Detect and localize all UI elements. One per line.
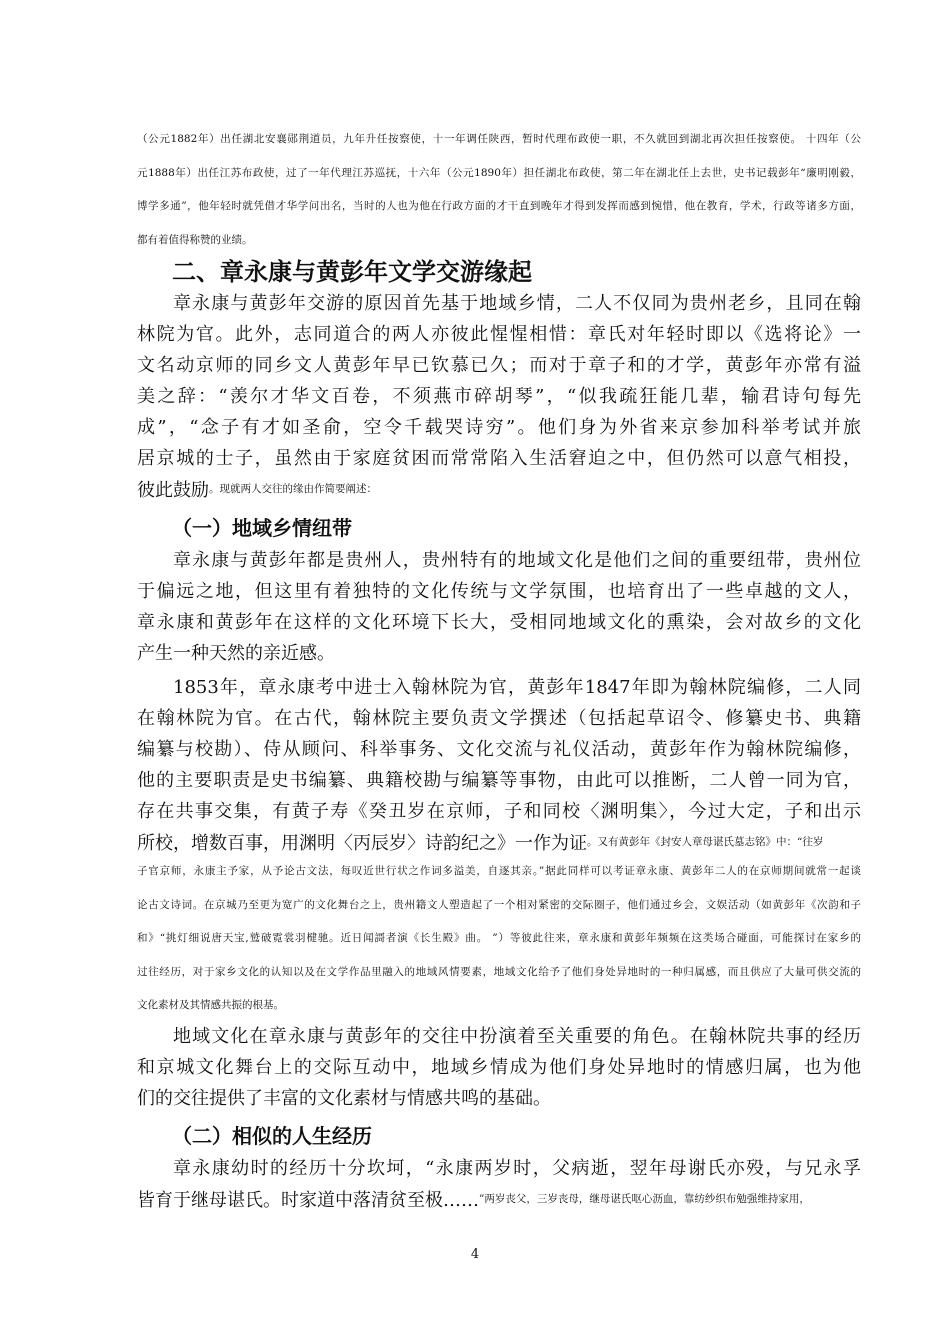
note-line: 博学多通”，他年轻时就凭借才华学问出名，当时的人也为他在行政方面的才干直到晚年才得到发挥而感到惋惜，他在教育，学术，行政等诸多方面， (137, 200, 861, 212)
text-line: 和京城文化舞台上的交际互动中，地域乡情成为他们身处异地时的情感归属，也为他 (137, 1057, 861, 1078)
text-segment: 所校，增数百事，用渊明〈丙辰岁〉诗韵纪之》一作为证 (137, 833, 587, 854)
sub1-paragraph-3 (137, 1021, 861, 1114)
text-line: 地域文化在章永康与黄彭年的交往中扮演着至关重要的角色。在翰林院共事的经历 (173, 1026, 861, 1047)
text-line (137, 827, 861, 858)
sub1-paragraph-1 (137, 545, 861, 669)
text-line: 于偏远之地，但这里有着独特的文化传统与文学氛围，也培育出了一些卓越的文人， (137, 581, 861, 602)
subsection-title-1: （一）地域乡情纽带 (172, 516, 352, 540)
sub1-note-block (137, 855, 861, 1023)
text-line: 他的主要职责是史书编纂、典籍校勘与编纂等事物，由此可以推断，二人曾一同为官， (137, 770, 861, 791)
note-line: 都有着值得称赞的业绩。 (137, 233, 253, 246)
text-line: 1853年，章永康考中进士入翰林院为官，黄彭年1847年即为翰林院编修，二人同 (173, 677, 861, 698)
text-line: 在翰林院为官。在古代，翰林院主要负责文学撰述（包括起草诏令、修纂史书、典籍 (137, 708, 861, 729)
note-line: 子官京师，永康主予家，从予论古文法，每叹近世行状之作词多溢美，自逐其亲。”据此同样可以考证章永康、黄彭年二人的在京师期间就常一起谈 (137, 865, 861, 877)
inline-note: ”两岁丧父，三岁丧母，继母谌氏呕心沥血，靠纺纱织布勉强维持家用， (479, 1193, 810, 1205)
note-line: 和》“挑灯细说唐天宝,鹫破霓裳羽楗驰。近日闻謌者演《长生殿》曲。 ”）等彼此往来，章永康和黄彭年频频在这类场合碰面，可能探讨在家乡的 (137, 932, 861, 944)
note-line: 元1888年）出任江苏布政使，过了一年代理江苏巡抚，十六年（公元1890年）担任湖北布政使，第二年在湖北任上去世，史书记载彭年“廉明刚毅， (137, 166, 861, 179)
top-note (137, 123, 861, 257)
text-line (137, 474, 861, 505)
note-line: （公元1882年）出任湖北安襄郧荆道员，九年升任按察使，十一年调任陕西，暂时代理布政使一职，不久就回到湖北再次担任按察使。 十四年（公 (137, 133, 861, 145)
text-line: 成”，“念子有才如圣俞，空令千载哭诗穷”。他们身为外省来京参加科举考试并旅 (137, 417, 861, 438)
text-line: 们的交往提供了丰富的文化素材与情感共鸣的基础。 (137, 1088, 551, 1109)
sub2-paragraph-1 (137, 1153, 861, 1215)
inline-note: 。现就两人交往的缘由作简要阐述： (209, 483, 377, 495)
text-line: 章永康与黄彭年交游的原因首先基于地域乡情，二人不仅同为贵州老乡，且同在翰 (173, 293, 861, 314)
text-line: 编纂与校勘）、侍从顾问、科举事务、文化交流与礼仪活动，黄彭年作为翰林院编修， (137, 739, 861, 760)
section-title: 二、章永康与黄彭年文学交游缘起 (172, 258, 532, 286)
note-line: 论古文诗词。在京城乃至更为宽广的文化舞台之上，贵州籍文人塑造起了一个相对紧密的交际圈子，他们通过乡会，文娱活动（如黄彭年《次韵和子 (137, 898, 861, 911)
note-line: 文化素材及其情感共振的根基。 (137, 999, 284, 1011)
inline-note: 。又有黄彭年《封安人章母谌氏墓志铭》中：“往岁 (587, 836, 824, 848)
text-line: 产生一种天然的亲近感。 (137, 643, 335, 664)
text-line: 文名动京师的同乡文人黄彭年早已钦慕已久；而对于章子和的才学，黄彭年亦常有溢 (137, 355, 861, 376)
text-line: 章永康与黄彭年都是贵州人，贵州特有的地域文化是他们之间的重要纽带，贵州位 (173, 550, 861, 571)
text-line: 章永康幼时的经历十分坎坷，“永康两岁时，父病逝，翌年母谢氏亦殁，与兄永孚 (173, 1158, 861, 1179)
sub1-paragraph-2 (137, 672, 861, 858)
text-line: 居京城的士子，虽然由于家庭贫困而常常陷入生活窘迫之中，但仍然可以意气相投， (137, 448, 861, 469)
page-number: 4 (470, 1247, 480, 1262)
text-line: 林院为官。此外，志同道合的两人亦彼此惺惺相惜：章氏对年轻时即以《选将论》一 (137, 324, 861, 345)
text-line: 章永康和黄彭年在这样的文化环境下长大，受相同地域文化的熏染，会对故乡的文化 (137, 612, 861, 633)
subsection-title-2: （二）相似的人生经历 (172, 1124, 372, 1148)
text-segment: 彼此鼓励 (137, 480, 209, 501)
text-line: 美之辞：“羡尔才华文百卷，不须燕市碎胡琴”，“似我疏狂能几辈，输君诗句每先 (137, 386, 861, 407)
text-segment: 皆育于继母谌氏。时家道中落清贫至极…… (137, 1190, 479, 1211)
text-line (137, 1184, 861, 1215)
text-line: 存在共事交集，有黄子寿《癸丑岁在京师，子和同校〈渊明集〉，今过大定，子和出示 (137, 801, 861, 822)
intro-paragraph (137, 288, 861, 505)
note-line: 过往经历，对于家乡文化的认知以及在文学作品里融入的地域风情要素，地域文化给予了他们身处异地时的一种归属感，而且供应了大量可供交流的 (137, 965, 861, 978)
